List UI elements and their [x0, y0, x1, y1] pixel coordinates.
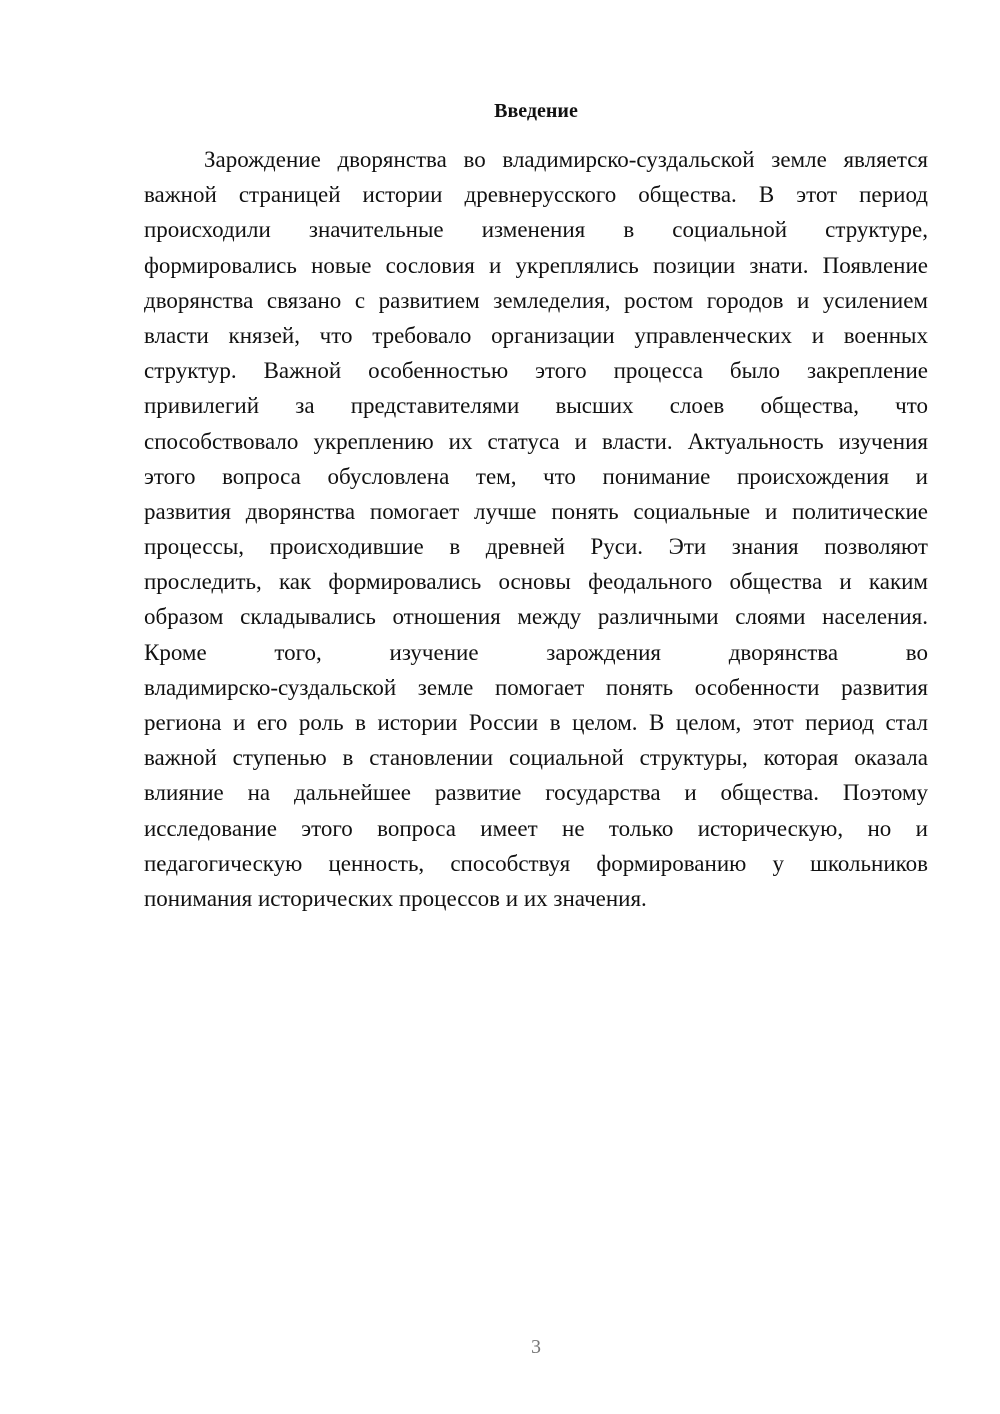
paragraph-line: процессы, происходившие в древней Руси. Эти знания позволяют	[144, 534, 928, 560]
paragraph-line: развития дворянства помогает лучше понять социальные и политические	[144, 498, 928, 524]
section-title: Введение	[494, 100, 578, 122]
paragraph-line: важной ступенью в становлении социальной структуры, которая оказала	[144, 745, 928, 771]
paragraph-line: Кроме того, изучение зарождения дворянства во	[144, 639, 928, 665]
paragraph-line: власти князей, что требовало организации управленческих и военных	[144, 322, 928, 348]
paragraph-line: владимирско-суздальской земле помогает понять особенности развития	[144, 674, 928, 700]
paragraph-line: этого вопроса обусловлена тем, что понимание происхождения и	[144, 463, 928, 489]
paragraph-line: происходили значительные изменения в социальной структуре,	[144, 217, 928, 243]
paragraph-line: образом складывались отношения между различными слоями населения.	[144, 604, 928, 630]
paragraph-line: педагогическую ценность, способствуя формированию у школьников	[144, 850, 928, 876]
paragraph-line: привилегий за представителями высших слоев общества, что	[144, 393, 928, 419]
paragraph-line: способствовало укреплению их статуса и власти. Актуальность изучения	[144, 428, 928, 454]
paragraph-line: региона и его роль в истории России в целом. В целом, этот период стал	[144, 710, 928, 735]
body-paragraph	[144, 142, 928, 916]
paragraph-line: проследить, как формировались основы феодального общества и каким	[144, 569, 928, 595]
paragraph-line: формировались новые сословия и укреплялись позиции знати. Появление	[144, 252, 928, 278]
paragraph-line: дворянства связано с развитием земледелия, ростом городов и усилением	[144, 287, 928, 313]
paragraph-line: Зарождение дворянства во владимирско-суздальской земле является	[204, 147, 928, 172]
paragraph-line: важной страницей истории древнерусского общества. В этот период	[144, 182, 928, 208]
page-number: 3	[531, 1336, 541, 1358]
paragraph-line: исследование этого вопроса имеет не только историческую, но и	[144, 815, 928, 841]
paragraph-line: понимания исторических процессов и их значения.	[144, 885, 647, 911]
paragraph-line: структур. Важной особенностью этого процесса было закрепление	[144, 358, 928, 384]
paragraph-line: влияние на дальнейшее развитие государства и общества. Поэтому	[144, 780, 928, 806]
